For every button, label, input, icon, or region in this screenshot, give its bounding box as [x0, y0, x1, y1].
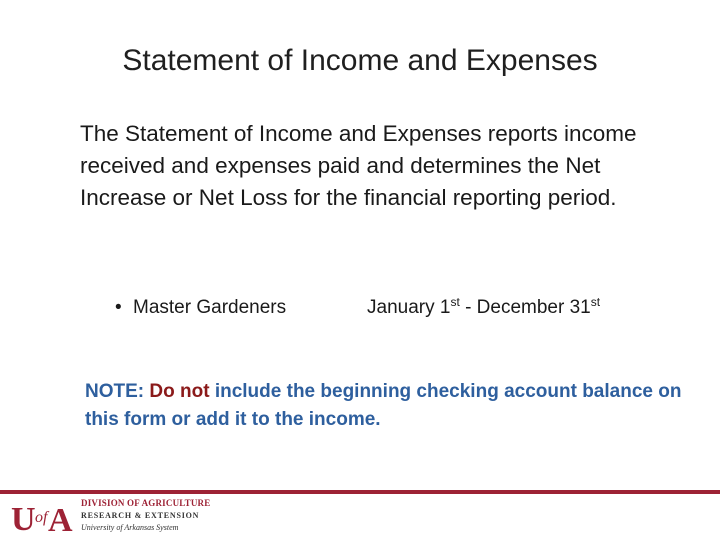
bullet-label: Master Gardeners [133, 297, 287, 318]
footer-divider [0, 490, 720, 494]
note-prefix: NOTE: [85, 381, 150, 402]
logo-division-text: DIVISION OF AGRICULTURE [81, 498, 211, 508]
uofa-logo-icon [10, 496, 80, 536]
date-range [367, 297, 600, 319]
logo-research-text: RESEARCH & EXTENSION [81, 511, 200, 520]
note-text [85, 378, 685, 433]
note-rest: include the beginning checking account balance on this form or add it to the income. [85, 381, 682, 430]
logo-system-text: University of Arkansas System [81, 523, 179, 532]
date-end-suffix: st [590, 295, 601, 309]
bullet-dot: • [115, 297, 122, 318]
date-start-suffix: st [450, 295, 460, 309]
slide-title: Statement of Income and Expenses [122, 44, 598, 77]
date-start: January 1 [367, 297, 451, 318]
slide-body-text: The Statement of Income and Expenses reports income received and expenses paid and determines the Net Increase or Net Loss for the financial reporting period. [80, 121, 637, 211]
svg-text:of: of [35, 509, 48, 526]
footer-logo [10, 496, 210, 536]
date-separator: - December 31 [459, 297, 591, 318]
svg-text:A: A [48, 502, 73, 536]
note-emphasis: Do not [149, 381, 210, 402]
svg-text:U: U [11, 501, 36, 536]
bullet-item [115, 297, 705, 319]
